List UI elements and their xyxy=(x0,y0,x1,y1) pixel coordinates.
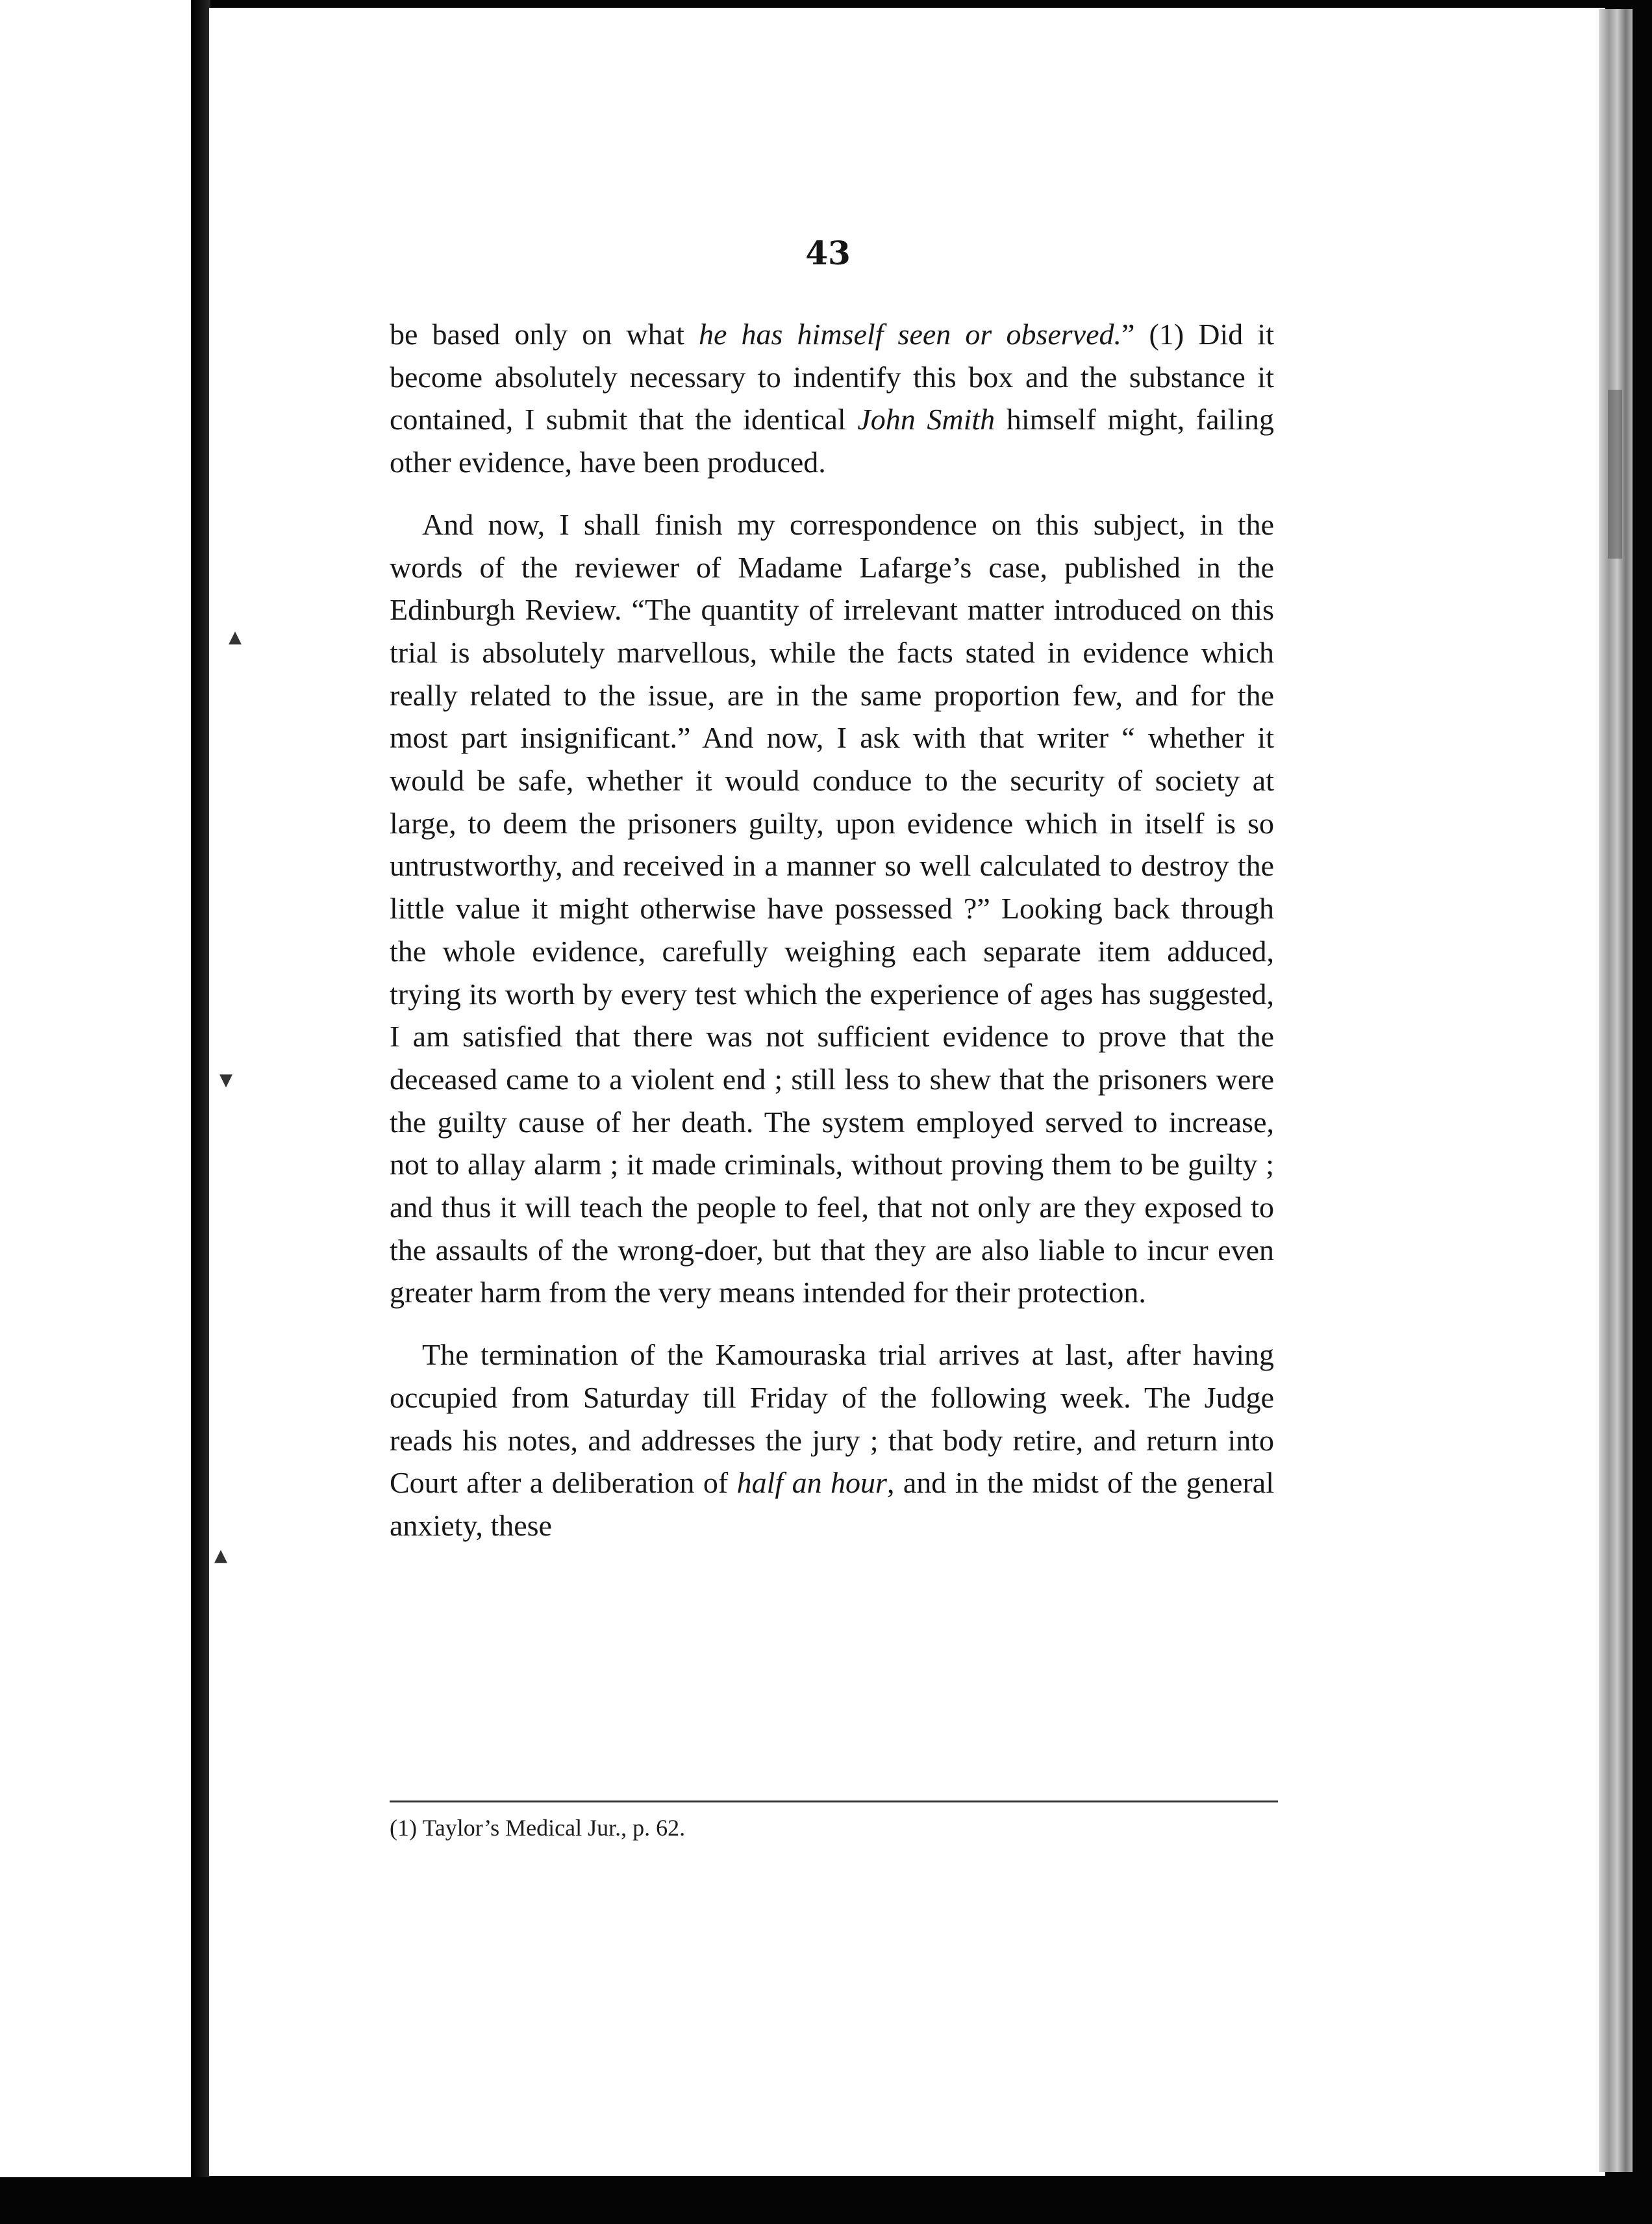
margin-speck: ▲ xyxy=(214,1546,227,1565)
footnote-rule xyxy=(390,1801,1278,1802)
footnote: (1) Taylor’s Medical Jur., p. 62. xyxy=(390,1815,686,1841)
facing-page-blank xyxy=(0,0,191,2177)
margin-speck: ▼ xyxy=(219,1070,232,1090)
text-segment: be based only on what xyxy=(390,318,699,351)
paragraph-3 xyxy=(390,1333,1274,1547)
text-segment-italic: he has himself seen or observed. xyxy=(698,318,1121,351)
paragraph-1 xyxy=(390,313,1274,484)
body-text xyxy=(390,313,1274,1547)
text-segment: , and in the midst of the general anxiety, these xyxy=(390,1466,1274,1542)
binding-gutter xyxy=(191,0,210,2177)
margin-speck: ▲ xyxy=(229,627,242,647)
text-segment-italic: half an hour xyxy=(736,1466,887,1500)
text-segment: himself might, failing other evidence, have been produced. xyxy=(390,403,1275,479)
page-edge-stack xyxy=(1599,9,1633,2172)
page-number: 43 xyxy=(805,234,851,272)
page-edge-shadow xyxy=(1608,390,1622,559)
text-segment: ” (1) Did it become absolutely necessary to indentify this box and the substance it contained, I submit that the identical xyxy=(390,318,1274,436)
text-segment: And now, I shall finish my correspondence on this subject, in the words of the reviewer of Madame Lafarge’s case, published in the Edinburgh Review. “The quantity of irrelevant matter introduced on this trial is absolutely marvellous, while the facts stated in evidence which really related to the issue, are in the same proportion few, and for the most part insignificant.” And now, I ask with that writer “ whether it would be safe, whether it would conduce to the security of society at large, to deem the prisoners guilty, upon evidence which in itself is so untrustworthy, and received in a manner so well calculated to destroy the little value it might otherwise have possessed ?” Looking back through the whole evidence, carefully weighing each separate item adduced, trying its worth by every test which the experience of ages has suggested, I am satisfied that there was not sufficient evidence to prove that the deceased came to a violent end ; still less to shew that the prisoners were the guilty cause of her death. The system employed served to increase, not to allay alarm ; it made criminals, without proving them to be guilty ; and thus it will teach the people to feel, that not only are they exposed to the assaults of the wrong-doer, but that they are also liable to incur even greater harm from the very means intended for their protection. xyxy=(390,507,1274,1309)
paragraph-2 xyxy=(390,503,1274,1314)
text-segment: The termination of the Kamouraska trial arrives at last, after having occupied from Saturday till Friday of the following week. The Judge reads his notes, and addresses the jury ; that body retire, and return into Court after a deliberation of xyxy=(390,1338,1274,1500)
text-segment-italic: John Smith xyxy=(857,403,995,436)
